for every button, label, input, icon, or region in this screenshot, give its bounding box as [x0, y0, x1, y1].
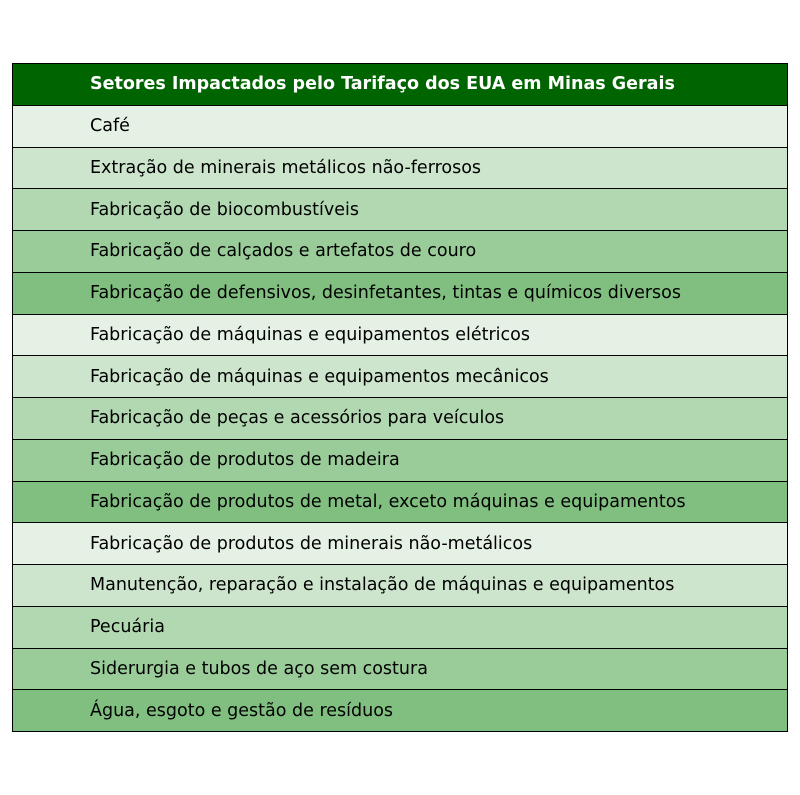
table-row [13, 523, 788, 565]
table-cell: Fabricação de produtos de minerais não-metálicos [13, 523, 788, 565]
table-row [13, 398, 788, 440]
table-cell: Fabricação de biocombustíveis [13, 189, 788, 231]
table-row [13, 439, 788, 481]
table-row [13, 690, 788, 732]
table-cell: Extração de minerais metálicos não-ferrosos [13, 147, 788, 189]
table-row [13, 231, 788, 273]
table-cell: Café [13, 105, 788, 147]
table-title: Setores Impactados pelo Tarifaço dos EUA em Minas Gerais [13, 64, 788, 106]
table-cell: Fabricação de máquinas e equipamentos elétricos [13, 314, 788, 356]
table-cell: Fabricação de defensivos, desinfetantes, tintas e químicos diversos [13, 272, 788, 314]
table-row [13, 314, 788, 356]
table-header-row [13, 64, 788, 106]
table-row [13, 481, 788, 523]
table-row [13, 189, 788, 231]
table-row [13, 272, 788, 314]
table-row [13, 648, 788, 690]
table-row [13, 356, 788, 398]
table-cell: Fabricação de máquinas e equipamentos mecânicos [13, 356, 788, 398]
table-row [13, 105, 788, 147]
table-cell: Fabricação de calçados e artefatos de couro [13, 231, 788, 273]
table-cell: Pecuária [13, 606, 788, 648]
table-row [13, 147, 788, 189]
table-row [13, 565, 788, 607]
table-cell: Fabricação de produtos de madeira [13, 439, 788, 481]
table-cell: Siderurgia e tubos de aço sem costura [13, 648, 788, 690]
table-cell: Fabricação de peças e acessórios para veículos [13, 398, 788, 440]
table-row [13, 606, 788, 648]
table-cell: Água, esgoto e gestão de resíduos [13, 690, 788, 732]
table-cell: Fabricação de produtos de metal, exceto máquinas e equipamentos [13, 481, 788, 523]
table-body [13, 105, 788, 731]
sectors-table [12, 63, 788, 732]
table-cell: Manutenção, reparação e instalação de máquinas e equipamentos [13, 565, 788, 607]
